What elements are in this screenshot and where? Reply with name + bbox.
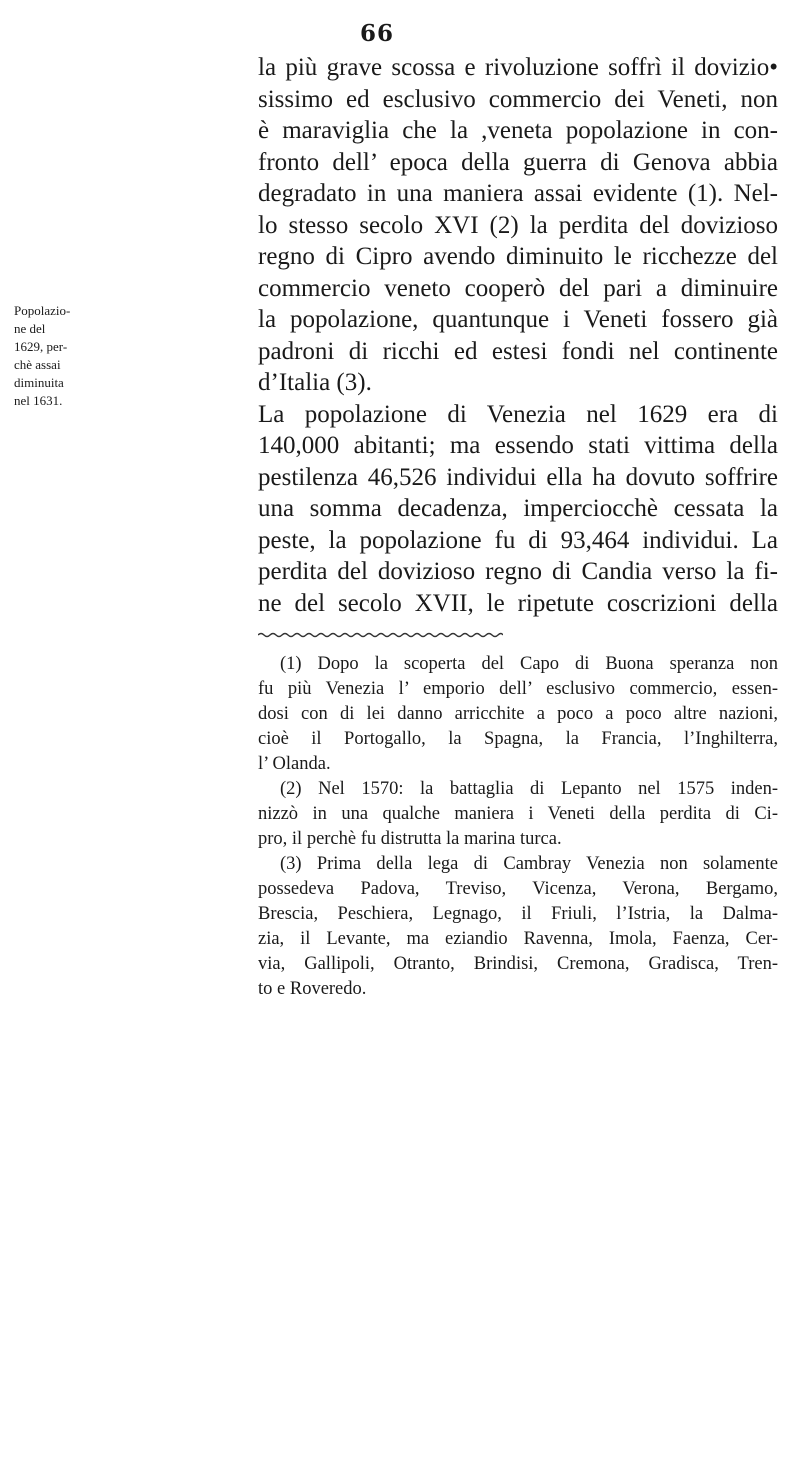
footnote-line: dosi con di lei danno arricchite a poco a poco altre nazioni,: [258, 704, 778, 724]
footnote-line: (1) Dopo la scoperta del Capo di Buona speranza non: [280, 654, 778, 674]
footnote-line: (2) Nel 1570: la battaglia di Lepanto nel 1575 inden-: [280, 779, 778, 799]
footnote-line: nizzò in una qualche maniera i Veneti della perdita di Ci-: [258, 804, 778, 824]
footnote-3: [258, 852, 778, 1002]
text-line: pestilenza 46,526 individui ella ha dovuto soffrire: [258, 463, 778, 491]
text-line: è maraviglia che la ,veneta popolazione in con-: [258, 117, 778, 144]
wave-rule-icon: [258, 632, 503, 638]
footnote-line: l’ Olanda.: [258, 754, 331, 774]
footnote-separator-ornament: [258, 632, 503, 638]
footnote-line: (3) Prima della lega di Cambray Venezia non solamente: [280, 854, 778, 874]
margin-note-line: 1629, per-: [14, 339, 68, 354]
text-line: La popolazione di Venezia nel 1629 era di: [258, 400, 778, 428]
main-text: [258, 52, 778, 619]
text-line: d’Italia (3).: [258, 369, 372, 396]
text-line: lo stesso secolo XVI (2) la perdita del dovizioso: [258, 211, 778, 239]
footnote-line: cioè il Portogallo, la Spagna, la Francia, l’Inghilterra,: [258, 729, 778, 749]
footnote-1: [258, 652, 778, 777]
footnote-line: possedeva Padova, Treviso, Vicenza, Verona, Bergamo,: [258, 879, 778, 899]
margin-note-line: chè assai: [14, 357, 61, 372]
margin-note-line: diminuita: [14, 375, 64, 390]
footnote-line: to e Roveredo.: [258, 979, 367, 999]
footnote-line: fu più Venezia l’ emporio dell’ esclusivo commercio, essen-: [258, 679, 778, 699]
text-line: la popolazione, quantunque i Veneti fossero già: [258, 306, 778, 333]
footnote-line: via, Gallipoli, Otranto, Brindisi, Cremona, Gradisca, Tren-: [258, 954, 778, 974]
footnote-line: Brescia, Peschiera, Legnago, il Friuli, l’Istria, la Dalma-: [258, 904, 778, 924]
text-line: perdita del dovizioso regno di Candia verso la fi-: [258, 558, 778, 585]
text-line: regno di Cipro avendo diminuito le ricchezze del: [258, 243, 778, 270]
text-line: ne del secolo XVII, le ripetute coscrizioni della: [258, 589, 778, 617]
text-line: commercio veneto cooperò del pari a diminuire: [258, 274, 778, 302]
text-line: padroni di ricchi ed estesi fondi nel continente: [258, 337, 778, 365]
margin-note-line: nel 1631.: [14, 393, 63, 408]
text-line: una somma decadenza, imperciocchè cessata la: [258, 495, 778, 522]
margin-note: [14, 302, 102, 410]
text-line: 140,000 abitanti; ma essendo stati vittima della: [258, 432, 778, 459]
footnote-line: pro, il perchè fu distrutta la marina turca.: [258, 829, 562, 849]
text-line: sissimo ed esclusivo commercio dei Veneti, non: [258, 85, 778, 113]
footnote-2: [258, 777, 778, 852]
text-line: degradato in una maniera assai evidente (1). Nel-: [258, 180, 778, 207]
text-line: peste, la popolazione fu di 93,464 individui. La: [258, 526, 778, 554]
text-line: la più grave scossa e rivoluzione soffrì il dovizio•: [258, 54, 778, 81]
footnote-line: zia, il Levante, ma eziandio Ravenna, Imola, Faenza, Cer-: [258, 929, 778, 949]
margin-note-line: Popolazio-: [14, 303, 71, 318]
margin-note-line: ne del: [14, 321, 46, 336]
page-number: 66: [360, 20, 395, 47]
text-line: fronto dell’ epoca della guerra di Genova abbia: [258, 148, 778, 176]
footnotes: [258, 652, 778, 1002]
